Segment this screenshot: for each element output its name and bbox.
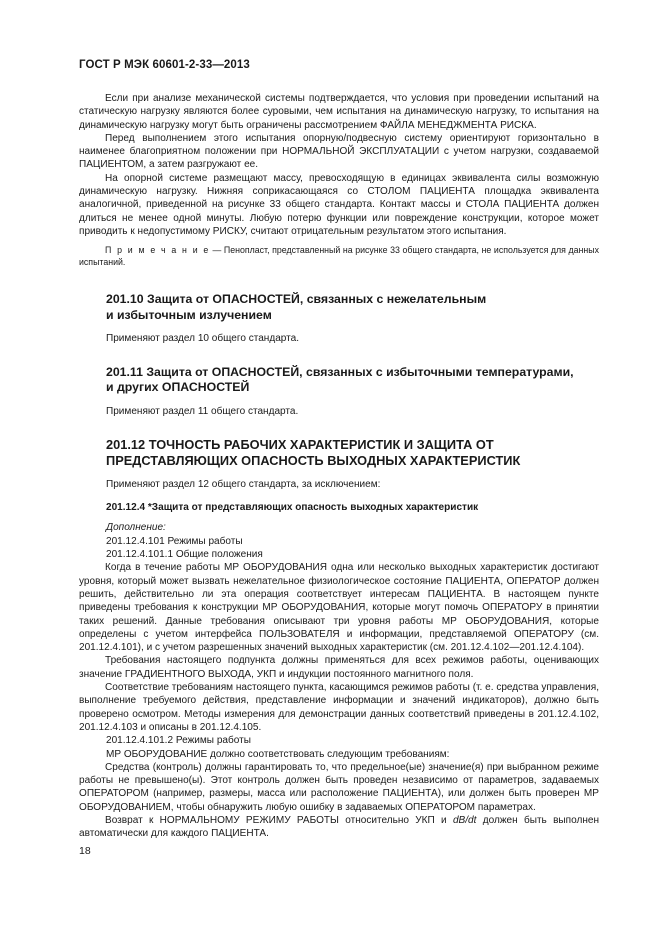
paragraph: На опорной системе размещают массу, превосходящую в единицах эквивалента силы возможную динамическую нагрузку. Нижняя соприкасающаяся со СТОЛОМ ПАЦИЕНТА площадка эквивалента аналогичной, приведенной на рисунке 33 общего стандарта. Контакт массы и СТОЛА ПАЦИЕНТА должен длиться не менее одной минуты. Любую потерю функции или повреждение конструкции, которое может приводить к недопустимому РИСКУ, считают отрицательным результатом этого испытания. bbox=[79, 172, 599, 237]
section-text: Применяют раздел 11 общего стандарта. bbox=[106, 405, 299, 417]
text-run-italic: dB/dt bbox=[452, 814, 477, 826]
heading-line: и других ОПАСНОСТЕЙ bbox=[106, 380, 250, 395]
heading-line: ПРЕДСТАВЛЯЮЩИХ ОПАСНОСТЬ ВЫХОДНЫХ ХАРАКТЕРИСТИК bbox=[106, 452, 521, 468]
section-heading bbox=[79, 365, 599, 396]
paragraph: Когда в течение работы МР ОБОРУДОВАНИЯ одна или несколько выходных характеристик достигают уровня, который может вызвать нежелательное физиологическое состояние ПАЦИЕНТА, ОПЕРАТОР должен решить, действительно ли эта операция соответствует интересам ПАЦИЕНТА. В настоящем пункте приведены требования к конструкции МР ОБОРУДОВАНИЯ, которые могут помочь ОПЕРАТОРУ в принятии таких решений. Данные требования описывают три уровня работы МР ОБОРУДОВАНИЯ, которые определены с учетом интерфейса ПОЛЬЗОВАТЕЛЯ и информации, представляемой ОПЕРАТОРУ (см. 201.12.4.101), и с учетом разрешенных значений выходных характеристик (см. 201.12.4.102—201.12.4.104). bbox=[79, 562, 599, 654]
text-run: Возврат к НОРМАЛЬНОМУ РЕЖИМУ РАБОТЫ относительно УКП и bbox=[105, 814, 453, 826]
page-number: 18 bbox=[79, 845, 91, 857]
paragraph: Требования настоящего подпункта должны применяться для всех режимов работы, оценивающих значение ГРАДИЕНТНОГО ВЫХОДА, УКП и индукции постоянного магнитного поля. bbox=[79, 655, 599, 680]
heading-line: и избыточным излучением bbox=[106, 307, 272, 322]
note bbox=[79, 244, 599, 268]
paragraph: Если при анализе механической системы подтверждается, что условия при проведении испытаний на статическую нагрузку являются более суровыми, чем испытания на динамическую нагрузку, то испытания на динамическую нагрузку могут быть ограничены рассмотрением ФАЙЛА МЕНЕДЖМЕНТА РИСКА. bbox=[79, 93, 599, 131]
subsection-heading: 201.12.4 *Защита от представляющих опасность выходных характеристик bbox=[106, 502, 479, 514]
heading-line: 201.11 Защита от ОПАСНОСТЕЙ, связанных с избыточными температурами, bbox=[106, 364, 574, 379]
note-text: — Пенопласт, представленный на рисунке 33 общего стандарта, не используется для данных испытаний. bbox=[79, 245, 600, 268]
section-text: Применяют раздел 10 общего стандарта. bbox=[106, 333, 300, 345]
paragraph: Перед выполнением этого испытания опорную/подвесную систему ориентируют горизонтально в наименее благоприятном положении при НОРМАЛЬНОЙ ЭКСПЛУАТАЦИИ с учетом нагрузки, создаваемой ПАЦИЕНТОМ, а затем разгружают ее. bbox=[79, 132, 599, 171]
paragraph: МР ОБОРУДОВАНИЕ должно соответствовать следующим требованиям: bbox=[106, 748, 450, 760]
clause-title: 201.12.4.101.2 Режимы работы bbox=[106, 735, 251, 747]
section-heading bbox=[79, 437, 599, 469]
document-header: ГОСТ Р МЭК 60601-2-33—2013 bbox=[79, 59, 250, 71]
paragraph: Соответствие требованиям настоящего пункта, касающимся режимов работы (т. е. средства управления, выполнение требуемого действия, представление информации и значений индикаторов), должно быть проверено осмотром. Методы измерения для демонстрации данных соответствий приведены в 201.12.4.102, 201.12.4.103 и описаны в 201.12.4.105. bbox=[79, 682, 599, 733]
heading-line: 201.10 Защита от ОПАСНОСТЕЙ, связанных с нежелательным bbox=[106, 292, 487, 307]
paragraph: Средства (контроль) должны гарантировать то, что предельное(ые) значение(я) при выбранном режиме работы не превышено(ы). Этот контроль должен быть проведен независимо от параметров, задаваемых ОПЕРАТОРОМ (например, размеры, масса или расположение ПАЦИЕНТА), или должен быть проверен МР ОБОРУДОВАНИЕМ, чтобы обнаружить любую ошибку в задаваемых ОПЕРАТОРОМ параметрах. bbox=[79, 761, 599, 813]
section-text: Применяют раздел 12 общего стандарта, за исключением: bbox=[106, 478, 381, 490]
text-run: должен быть выполнен автоматически для каждого ПАЦИЕНТА. bbox=[79, 814, 600, 840]
clause-title: 201.12.4.101 Режимы работы bbox=[106, 535, 243, 547]
addition-label: Дополнение: bbox=[106, 522, 166, 534]
note-label: П р и м е ч а н и е bbox=[105, 245, 210, 256]
section-heading bbox=[79, 292, 599, 323]
paragraph bbox=[79, 814, 599, 841]
clause-title: 201.12.4.101.1 Общие положения bbox=[106, 549, 263, 561]
heading-line: 201.12 ТОЧНОСТЬ РАБОЧИХ ХАРАКТЕРИСТИК И ЗАЩИТА ОТ bbox=[106, 436, 494, 452]
document-body bbox=[79, 92, 599, 841]
